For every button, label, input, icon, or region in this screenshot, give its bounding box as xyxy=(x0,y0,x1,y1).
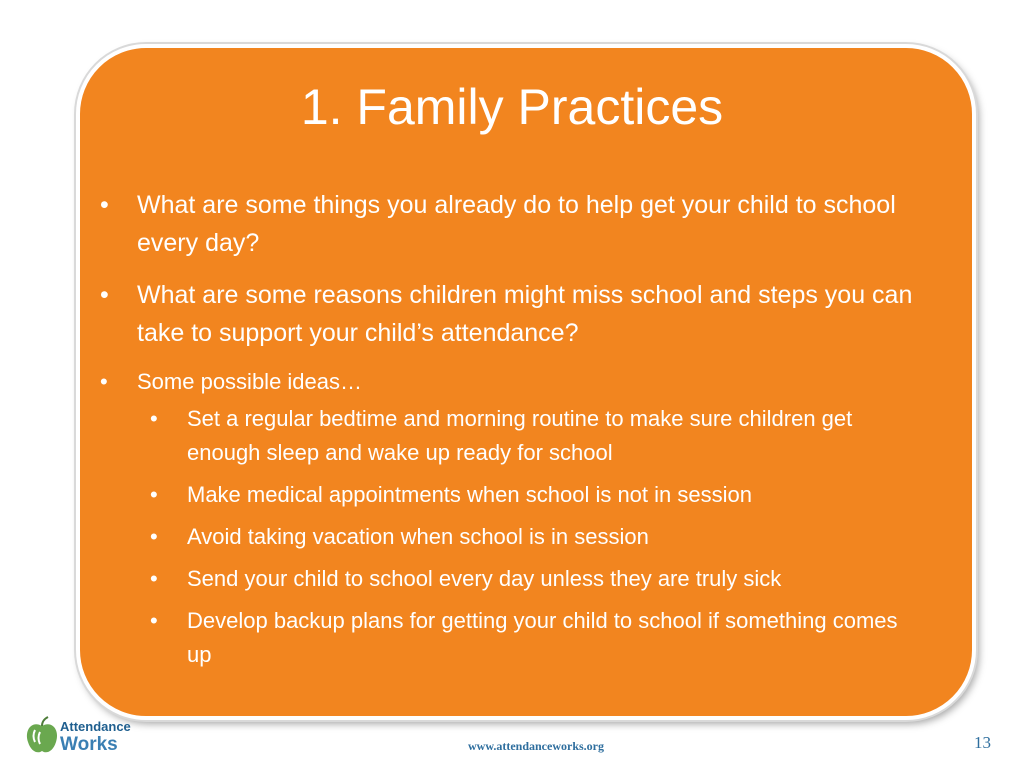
logo-wordmark xyxy=(60,718,131,754)
sub-bullet-text: Avoid taking vacation when school is in session xyxy=(187,524,649,549)
sub-bullet-item xyxy=(150,478,920,512)
bullet-icon: • xyxy=(150,608,158,633)
bullet-text: What are some reasons children might miss school and steps you can take to support your child’s attendance? xyxy=(137,281,913,347)
footer-url: www.attendanceworks.org xyxy=(468,739,604,753)
bullet-item xyxy=(100,186,920,262)
sub-bullet-text: Make medical appointments when school is not in session xyxy=(187,482,752,507)
apple-icon xyxy=(24,716,60,756)
sub-bullet-text: Set a regular bedtime and morning routine to make sure children get enough sleep and wake up ready for school xyxy=(187,406,853,465)
bullet-icon: • xyxy=(150,482,158,507)
logo-line-2: Works xyxy=(60,734,118,755)
bullet-item xyxy=(100,276,920,352)
slide-title: 1. Family Practices xyxy=(300,79,724,135)
sub-bullet-item xyxy=(150,402,920,470)
attendance-works-logo xyxy=(24,716,134,760)
page-number: 13 xyxy=(974,733,991,752)
bullet-icon: • xyxy=(100,369,108,394)
bullet-icon: • xyxy=(150,406,158,431)
sub-bullet-item xyxy=(150,562,920,596)
bullet-list xyxy=(100,186,920,680)
bullet-icon: • xyxy=(100,191,109,219)
bullet-item xyxy=(100,366,920,398)
sub-bullet-item xyxy=(150,520,920,554)
sub-bullet-item xyxy=(150,604,920,672)
sub-bullet-text: Send your child to school every day unless they are truly sick xyxy=(187,566,782,591)
logo-line-1: Attendance xyxy=(60,719,131,734)
bullet-icon: • xyxy=(150,524,158,549)
bullet-icon: • xyxy=(150,566,158,591)
bullet-text: What are some things you already do to help get your child to school every day? xyxy=(137,191,896,257)
sub-bullet-text: Develop backup plans for getting your child to school if something comes up xyxy=(187,608,898,667)
bullet-icon: • xyxy=(100,281,109,309)
bullet-text: Some possible ideas… xyxy=(137,369,363,394)
sub-bullet-list xyxy=(150,402,920,672)
